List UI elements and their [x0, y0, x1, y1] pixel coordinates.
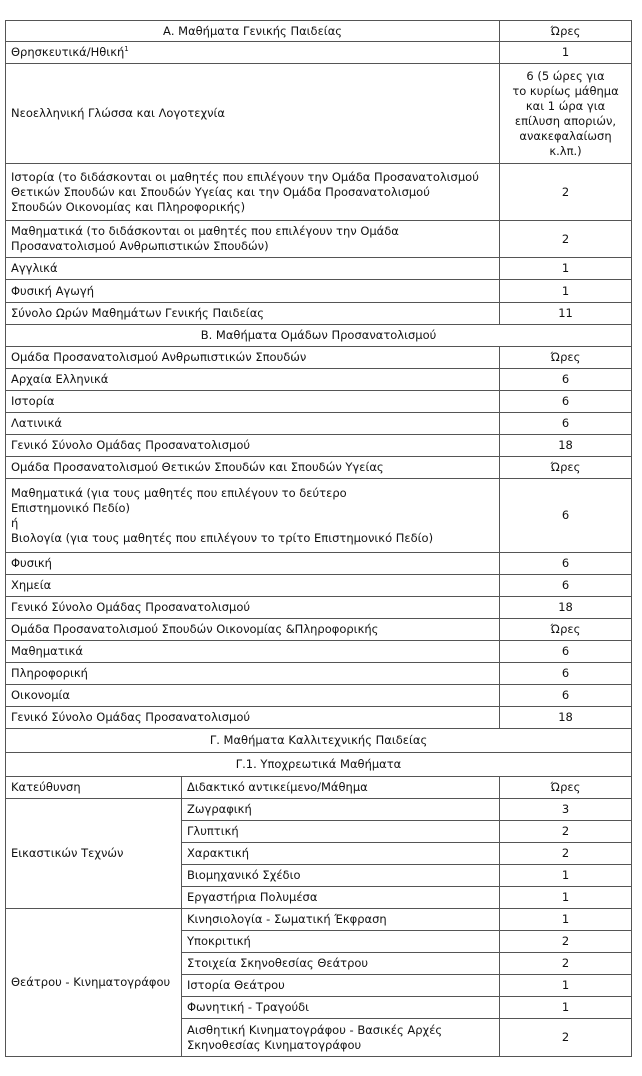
hours-cell: 6 [500, 391, 632, 413]
subject-cell: Αισθητική Κινηματογράφου - Βασικές Αρχές Σκηνοθεσίας Κινηματογράφου [182, 1019, 500, 1057]
hours-header: Ώρες [500, 457, 632, 479]
hours-cell: 2 [500, 1019, 632, 1057]
group-header-row [6, 619, 632, 641]
direction-header: Κατεύθυνση [6, 777, 182, 799]
group-header-row [6, 347, 632, 369]
group-total-hours: 18 [500, 597, 632, 619]
section-b-title: Β. Μαθήματα Ομάδων Προσανατολισμού [6, 325, 632, 347]
group-total-label: Γενικό Σύνολο Ομάδας Προσανατολισμού [6, 435, 500, 457]
hours-header: Ώρες [500, 21, 632, 42]
section-a-header-row [6, 21, 632, 42]
group-name: Ομάδα Προσανατολισμού Σπουδών Οικονομίας &Πληροφορικής [6, 619, 500, 641]
hours-cell: 11 [500, 303, 632, 325]
hours-cell: 6 [500, 413, 632, 435]
subject-cell: Σύνολο Ωρών Μαθημάτων Γενικής Παιδείας [6, 303, 500, 325]
table-row [6, 685, 632, 707]
section-c-subtitle-row [6, 753, 632, 777]
group-total-hours: 18 [500, 435, 632, 457]
section-c-title: Γ. Μαθήματα Καλλιτεχνικής Παιδείας [6, 729, 632, 753]
table-row [6, 221, 632, 258]
subject-cell: Πληροφορική [6, 663, 500, 685]
subject-cell: Χημεία [6, 575, 500, 597]
footnote-mark: 1 [124, 45, 129, 54]
table-row [6, 663, 632, 685]
table-row [6, 303, 632, 325]
subject-cell: Λατινικά [6, 413, 500, 435]
table-row [6, 369, 632, 391]
direction-name: Εικαστικών Τεχνών [6, 799, 182, 909]
subject-cell: Ιστορία Θεάτρου [182, 975, 500, 997]
hours-cell: 6 [500, 575, 632, 597]
section-a-title: Α. Μαθήματα Γενικής Παιδείας [6, 21, 500, 42]
subject-cell: Μαθηματικά [6, 641, 500, 663]
hours-cell: 2 [500, 931, 632, 953]
hours-cell: 1 [500, 865, 632, 887]
section-c-subtitle: Γ.1. Υποχρεωτικά Μαθήματα [6, 753, 632, 777]
subject-label: Θρησκευτικά/Ηθική [11, 45, 125, 59]
subject-cell: Στοιχεία Σκηνοθεσίας Θεάτρου [182, 953, 500, 975]
hours-cell: 6 [500, 685, 632, 707]
subject-cell: Οικονομία [6, 685, 500, 707]
subject-cell: Φωνητική - Τραγούδι [182, 997, 500, 1019]
group-total-row [6, 597, 632, 619]
subject-cell: Μαθηματικά (για τους μαθητές που επιλέγουν το δεύτερο Επιστημονικό Πεδίο) ή Βιολογία (για τους μαθητές που επιλέγουν το τρίτο Επιστημονικό Πεδίο) [6, 479, 500, 553]
table-row [6, 575, 632, 597]
group-total-label: Γενικό Σύνολο Ομάδας Προσανατολισμού [6, 597, 500, 619]
hours-cell: 1 [500, 280, 632, 303]
hours-cell: 6 [500, 369, 632, 391]
subject-cell: Ιστορία [6, 391, 500, 413]
hours-cell: 6 (5 ώρες για το κυρίως μάθημα και 1 ώρα για επίλυση απoριών, ανακεφαλαίωση κ.λπ.) [500, 64, 632, 164]
hours-header: Ώρες [500, 619, 632, 641]
hours-cell: 1 [500, 258, 632, 280]
direction-name: Θεάτρου - Κινηματογράφου [6, 909, 182, 1057]
subject-cell: Χαρακτική [182, 843, 500, 865]
subject-cell: Φυσική [6, 553, 500, 575]
subject-cell: Υποκριτική [182, 931, 500, 953]
table-row [6, 799, 632, 821]
subject-cell: Αγγλικά [6, 258, 500, 280]
subject-cell: Γλυπτική [182, 821, 500, 843]
subject-cell: Φυσική Αγωγή [6, 280, 500, 303]
group-name: Ομάδα Προσανατολισμού Ανθρωπιστικών Σπουδών [6, 347, 500, 369]
subject-cell: Εργαστήρια Πολυμέσα [182, 887, 500, 909]
hours-cell: 1 [500, 42, 632, 64]
hours-cell: 6 [500, 663, 632, 685]
table-row [6, 258, 632, 280]
hours-cell: 2 [500, 843, 632, 865]
group-total-hours: 18 [500, 707, 632, 729]
group-total-row [6, 707, 632, 729]
hours-cell: 6 [500, 641, 632, 663]
hours-cell: 2 [500, 821, 632, 843]
hours-cell: 2 [500, 221, 632, 258]
hours-cell: 1 [500, 975, 632, 997]
section-c-header-row [6, 729, 632, 753]
subject-cell: Βιομηχανικό Σχέδιο [182, 865, 500, 887]
hours-cell: 2 [500, 953, 632, 975]
section-c-columns-row [6, 777, 632, 799]
table-row [6, 280, 632, 303]
table-row [6, 641, 632, 663]
table-row [6, 413, 632, 435]
group-header-row [6, 457, 632, 479]
hours-header: Ώρες [500, 777, 632, 799]
subject-cell [6, 42, 500, 64]
hours-cell: 1 [500, 887, 632, 909]
subject-cell: Αρχαία Ελληνικά [6, 369, 500, 391]
subject-cell: Ιστορία (το διδάσκονται οι μαθητές που επιλέγουν την Ομάδα Προσανατολισμού Θετικών Σπουδών και Σπουδών Υγείας και την Ομάδα Προσανατολισμού Σπουδών Οικονομίας και Πληροφορικής) [6, 164, 500, 221]
subject-cell: Κινησιολογία - Σωματική Έκφραση [182, 909, 500, 931]
table-row [6, 164, 632, 221]
subject-cell: Μαθηματικά (το διδάσκονται οι μαθητές που επιλέγουν την Ομάδα Προσανατολισμού Ανθρωπιστικών Σπουδών) [6, 221, 500, 258]
hours-cell: 1 [500, 909, 632, 931]
hours-cell: 1 [500, 997, 632, 1019]
table-row [6, 479, 632, 553]
table-row [6, 64, 632, 164]
table-row [6, 909, 632, 931]
group-total-label: Γενικό Σύνολο Ομάδας Προσανατολισμού [6, 707, 500, 729]
subject-cell: Νεοελληνική Γλώσσα και Λογοτεχνία [6, 64, 500, 164]
subject-header: Διδακτικό αντικείμενο/Μάθημα [182, 777, 500, 799]
section-b-header-row [6, 325, 632, 347]
hours-cell: 6 [500, 553, 632, 575]
hours-cell: 2 [500, 164, 632, 221]
group-name: Ομάδα Προσανατολισμού Θετικών Σπουδών και Σπουδών Υγείας [6, 457, 500, 479]
table-row [6, 553, 632, 575]
subject-cell: Ζωγραφική [182, 799, 500, 821]
hours-cell: 6 [500, 479, 632, 553]
group-total-row [6, 435, 632, 457]
hours-cell: 3 [500, 799, 632, 821]
table-row [6, 42, 632, 64]
table-row [6, 391, 632, 413]
hours-table [5, 20, 632, 1057]
hours-header: Ώρες [500, 347, 632, 369]
